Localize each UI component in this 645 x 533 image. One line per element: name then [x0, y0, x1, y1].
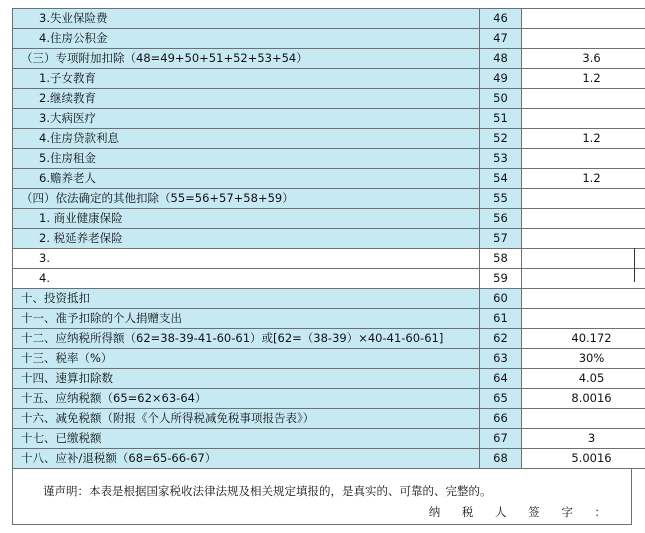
row-label: 3.失业保险费	[13, 9, 480, 29]
row-label: 十、投资抵扣	[13, 289, 480, 309]
table-row	[13, 289, 645, 309]
table-row	[13, 389, 645, 409]
declaration-section	[12, 479, 632, 525]
table-row	[13, 249, 645, 269]
row-line-number: 60	[480, 289, 522, 309]
row-amount-field[interactable]	[522, 229, 645, 249]
row-amount-field[interactable]	[522, 269, 645, 289]
row-line-number: 50	[480, 89, 522, 109]
row-amount-field[interactable]	[522, 149, 645, 169]
row-amount-field[interactable]: 4.05	[522, 369, 645, 389]
table-row	[13, 269, 645, 289]
table-row	[13, 229, 645, 249]
row-amount-field[interactable]	[522, 189, 645, 209]
row-amount-field[interactable]	[522, 109, 645, 129]
row-label: （四）依法确定的其他扣除（55=56+57+58+59）	[13, 189, 480, 209]
row-label: 1.子女教育	[13, 69, 480, 89]
table-row	[13, 369, 645, 389]
row-label: 4.住房贷款利息	[13, 129, 480, 149]
row-label: （三）专项附加扣除（48=49+50+51+52+53+54）	[13, 49, 480, 69]
table-row	[13, 69, 645, 89]
row-label: 2. 税延养老保险	[13, 229, 480, 249]
row-line-number: 55	[480, 189, 522, 209]
table-row	[13, 109, 645, 129]
row-line-number: 59	[480, 269, 522, 289]
table-row	[13, 169, 645, 189]
row-label: 十七、已缴税额	[13, 429, 480, 449]
row-label: 4.	[13, 269, 480, 289]
row-label: 十二、应纳税所得额（62=38-39-41-60-61）或[62=（38-39）×40-41-60-61]	[13, 329, 480, 349]
row-amount-field[interactable]: 3.6	[522, 49, 645, 69]
table-row	[13, 29, 645, 49]
taxpayer-signature-label: 纳 税 人 签 字 ：	[428, 505, 615, 519]
row-amount-field[interactable]: 8.0016	[522, 389, 645, 409]
row-line-number: 48	[480, 49, 522, 69]
table-row	[13, 309, 645, 329]
row-label: 6.赡养老人	[13, 169, 480, 189]
row-label: 1. 商业健康保险	[13, 209, 480, 229]
row-label: 十八、应补/退税额（68=65-66-67）	[13, 449, 480, 469]
row-line-number: 61	[480, 309, 522, 329]
row-line-number: 53	[480, 149, 522, 169]
table-row	[13, 129, 645, 149]
row-label: 3.	[13, 249, 480, 269]
row-amount-field[interactable]: 30%	[522, 349, 645, 369]
tax-return-table	[12, 8, 645, 469]
row-amount-field[interactable]: 40.172	[522, 329, 645, 349]
row-line-number: 68	[480, 449, 522, 469]
table-row	[13, 409, 645, 429]
row-line-number: 57	[480, 229, 522, 249]
row-amount-field[interactable]: 1.2	[522, 129, 645, 149]
row-amount-field[interactable]	[522, 89, 645, 109]
row-label: 十三、税率（%）	[13, 349, 480, 369]
row-line-number: 51	[480, 109, 522, 129]
row-line-number: 63	[480, 349, 522, 369]
table-row	[13, 149, 645, 169]
row-line-number: 54	[480, 169, 522, 189]
row-amount-field[interactable]	[522, 289, 645, 309]
row-line-number: 52	[480, 129, 522, 149]
row-label: 十五、应纳税额（65=62×63-64）	[13, 389, 480, 409]
row-label: 4.住房公积金	[13, 29, 480, 49]
table-row	[13, 329, 645, 349]
row-line-number: 64	[480, 369, 522, 389]
row-label: 5.住房租金	[13, 149, 480, 169]
row-amount-field[interactable]	[522, 249, 645, 269]
row-amount-field[interactable]	[522, 209, 645, 229]
row-line-number: 58	[480, 249, 522, 269]
row-label: 十四、速算扣除数	[13, 369, 480, 389]
row-amount-field[interactable]: 3	[522, 429, 645, 449]
table-row	[13, 9, 645, 29]
table-row	[13, 449, 645, 469]
row-amount-field[interactable]: 1.2	[522, 69, 645, 89]
table-row	[13, 189, 645, 209]
table-row	[13, 429, 645, 449]
row-amount-field[interactable]	[522, 409, 645, 429]
row-amount-field[interactable]	[522, 29, 645, 49]
row-line-number: 47	[480, 29, 522, 49]
row-label: 十一、准予扣除的个人捐赠支出	[13, 309, 480, 329]
row-line-number: 66	[480, 409, 522, 429]
row-line-number: 49	[480, 69, 522, 89]
row-line-number: 56	[480, 209, 522, 229]
row-line-number: 46	[480, 9, 522, 29]
row-line-number: 65	[480, 389, 522, 409]
row-amount-field[interactable]: 1.2	[522, 169, 645, 189]
table-row	[13, 49, 645, 69]
row-amount-field[interactable]	[522, 309, 645, 329]
row-label: 十六、减免税额（附报《个人所得税减免税事项报告表》）	[13, 409, 480, 429]
tax-table-body	[13, 9, 645, 469]
row-label: 3.大病医疗	[13, 109, 480, 129]
row-line-number: 62	[480, 329, 522, 349]
declaration-statement: 谨声明：本表是根据国家税收法律法规及相关规定填报的，是真实的、可靠的、完整的。	[43, 484, 492, 498]
row-amount-field[interactable]	[522, 9, 645, 29]
table-row	[13, 349, 645, 369]
row-amount-field[interactable]: 5.0016	[522, 449, 645, 469]
row-line-number: 67	[480, 429, 522, 449]
table-row	[13, 209, 645, 229]
table-row	[13, 89, 645, 109]
scan-edge-mark	[634, 248, 635, 282]
row-label: 2.继续教育	[13, 89, 480, 109]
